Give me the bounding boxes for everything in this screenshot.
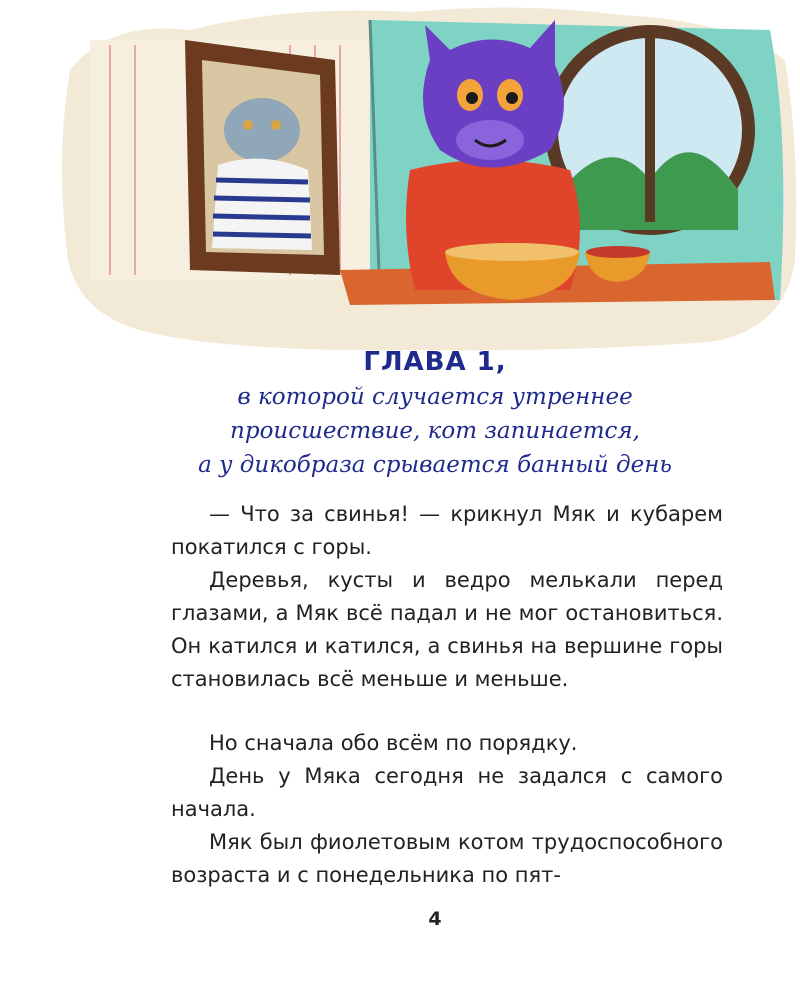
chapter-subtitle-line: происшествие, кот запинается, bbox=[230, 418, 640, 444]
section-gap bbox=[171, 696, 723, 727]
body-text bbox=[171, 498, 723, 892]
page-number: 4 bbox=[428, 908, 442, 930]
chapter-subtitle-line: в которой случается утреннее bbox=[237, 384, 633, 410]
paragraph: Мяк был фиолетовым котом трудоспособного возраста и с понедельника по пят- bbox=[171, 830, 723, 887]
paragraph: Деревья, кусты и ведро мелькали перед глазами, а Мяк всё падал и не мог остановиться. Он катился и катился, а свинья на вершине горы становилась всё меньше и меньше. bbox=[171, 568, 723, 691]
paragraph: — Что за свинья! — крикнул Мяк и кубарем покатился с горы. bbox=[171, 502, 723, 559]
framed-portrait bbox=[185, 40, 340, 275]
chapter-title: ГЛАВА 1, bbox=[363, 347, 507, 377]
chapter-subtitle-line: а у дикобраза срывается банный день bbox=[198, 452, 672, 478]
chapter-illustration bbox=[50, 0, 800, 360]
paragraph: Но сначала обо всём по порядку. bbox=[209, 731, 578, 755]
chapter-heading bbox=[0, 344, 800, 482]
paragraph: День у Мяка сегодня не задался с самого начала. bbox=[171, 764, 723, 821]
